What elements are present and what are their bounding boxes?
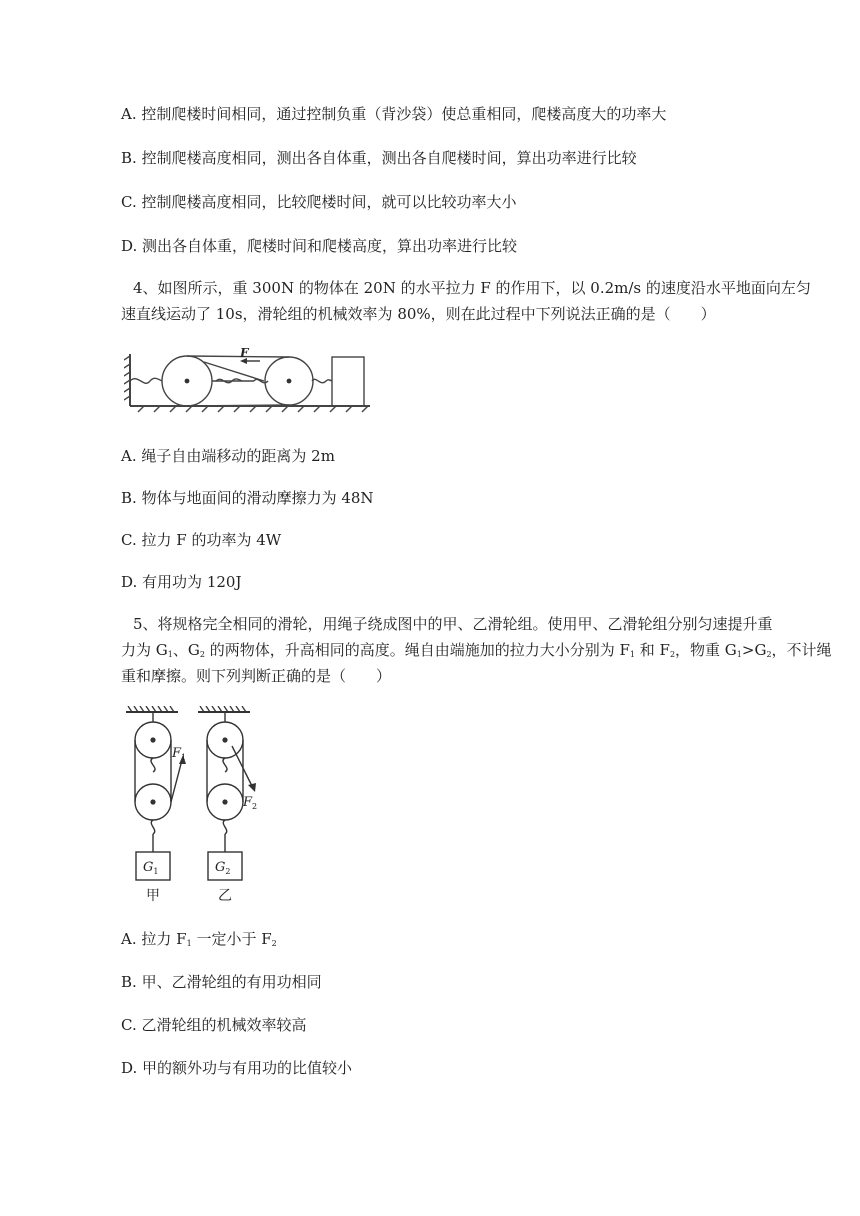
q5-option-d: D. 甲的额外功与有用功的比值较小 xyxy=(121,1059,353,1077)
option-b: B. 控制爬楼高度相同，测出各自体重，测出各自爬楼时间，算出功率进行比较 xyxy=(121,149,637,167)
q5-option-c: C. 乙滑轮组的机械效率较高 xyxy=(121,1016,307,1034)
option-a: A. 控制爬楼时间相同，通过控制负重（背沙袋）使总重相同，爬楼高度大的功率大 xyxy=(121,105,667,123)
q5-option-b: B. 甲、乙滑轮组的有用功相同 xyxy=(121,973,322,991)
f2-label: F xyxy=(243,795,253,810)
q5-pulley-figure xyxy=(122,706,282,906)
q4-stem-line2: 速直线运动了 10s，滑轮组的机械效率为 80%，则在此过程中下列说法正确的是（ ） xyxy=(121,305,716,323)
q4-force-label: F xyxy=(240,346,249,360)
f1-label: F xyxy=(172,746,182,761)
q5-stem-line1: 5、将规格完全相同的滑轮，用绳子绕成图中的甲、乙滑轮组。使用甲、乙滑轮组分别匀速提升重 xyxy=(133,615,773,633)
yi-caption: 乙 xyxy=(218,888,232,904)
q5-stem-line2: 力为 $G_1$、$G_2$ 的两物体，升高相同的高度。绳自由端施加的拉力大小分别为 $F_1$ 和 $F_2$，物重 $G_1>G_2$，不计绳 xyxy=(121,641,832,659)
svg-text:G2: $G_2$ xyxy=(215,860,231,876)
g2-label: G xyxy=(215,860,226,875)
q5-option-a: A. 拉力 $F_1$ 一定小于 $F_2$ xyxy=(121,930,277,948)
jia-caption: 甲 xyxy=(146,888,160,904)
option-c: C. 控制爬楼高度相同，比较爬楼时间，就可以比较功率大小 xyxy=(121,193,517,211)
svg-text:F2: $F_2$ xyxy=(243,795,258,811)
q5-stem-line3: 重和摩擦。则下列判断正确的是（ ） xyxy=(121,667,392,685)
q4-option-b: B. 物体与地面间的滑动摩擦力为 48N xyxy=(121,489,374,507)
g1-label: G xyxy=(143,860,154,875)
q4-option-d: D. 有用功为 120J xyxy=(121,573,242,591)
q4-stem-line1: 4、如图所示，重 300N 的物体在 20N 的水平拉力 F 的作用下，以 0.2m/s 的速度沿水平地面向左匀 xyxy=(133,279,811,297)
svg-text:G1: $G_1$ xyxy=(143,860,159,876)
option-d: D. 测出各自体重，爬楼时间和爬楼高度，算出功率进行比较 xyxy=(121,237,518,255)
svg-text:F1: $F_1$ xyxy=(172,746,187,762)
q4-option-a: A. 绳子自由端移动的距离为 2m xyxy=(121,447,335,465)
q4-pulley-figure xyxy=(124,344,374,414)
q4-option-c: C. 拉力 F 的功率为 4W xyxy=(121,531,282,549)
